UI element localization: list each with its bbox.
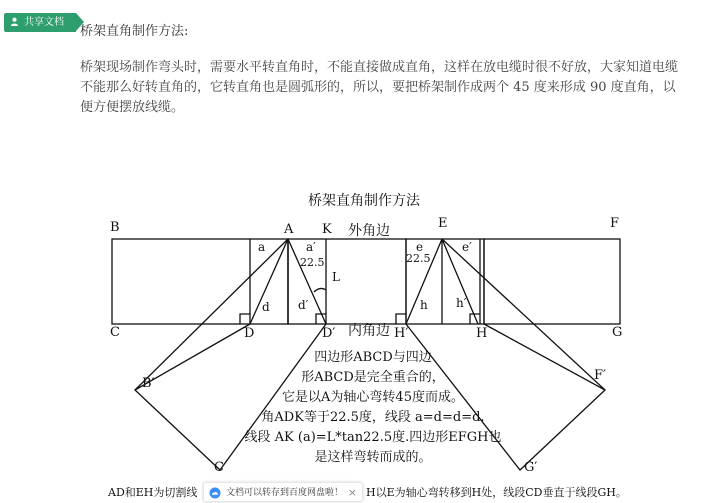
right-rect [484, 239, 620, 324]
point-H: H [476, 326, 488, 341]
segment-e-prime: e′ [462, 240, 472, 254]
point-A: A [284, 222, 294, 237]
explanation-line: 是这样弯转而成的。 [314, 450, 432, 465]
shared-doc-badge[interactable] [4, 13, 76, 32]
segment-a-prime: a′ [306, 240, 316, 254]
point-H-prime: H′ [394, 326, 409, 341]
diagram-figure [100, 180, 660, 503]
explanation-line: 形ABCD是完全重合的， [301, 370, 445, 385]
segment-e: e [416, 240, 424, 254]
figure-title: 桥架直角制作方法 [308, 193, 420, 209]
point-G-prime: G′ [524, 460, 538, 475]
angle-label-left: 22.5 [300, 256, 325, 269]
point-K: K [322, 222, 332, 237]
inner-angle-label: 内角边 [348, 323, 390, 339]
point-B: B [110, 220, 120, 235]
segment-d-prime: d′ [298, 298, 309, 312]
segment-a: a [258, 240, 266, 254]
segment-h-prime: h′ [456, 296, 467, 310]
cloud-icon [209, 487, 221, 499]
point-G: G [612, 325, 623, 340]
footer-note-left: AD和EH为切割线 [108, 486, 198, 499]
point-D-prime: D′ [322, 326, 336, 341]
toast-text: 文档可以转存到百度网盘啦！ [226, 488, 344, 498]
point-D: D [244, 326, 255, 341]
explanation-line: 它是以A为轴心弯转45度而成。 [282, 390, 464, 405]
point-L: L [332, 270, 340, 284]
explanation-line: 角ADK等于22.5度，线段 a=d=d=d. [261, 410, 485, 425]
point-E: E [438, 216, 448, 231]
explanation-line: 四边形ABCD与四边 [314, 350, 432, 365]
user-icon [10, 17, 19, 26]
badge-label: 共享文档 [24, 17, 64, 28]
explanation-text [228, 348, 518, 468]
outer-angle-label: 外角边 [348, 223, 390, 239]
point-B-prime: B′ [142, 376, 155, 391]
angle-label-right: 22.5 [406, 252, 431, 265]
point-F: F [610, 216, 620, 231]
close-icon[interactable]: × [347, 486, 357, 499]
doc-heading: 桥架直角制作方法: [80, 24, 189, 39]
explanation-line: 线段 AK (a)=L*tan22.5度.四边形EFGH也 [244, 430, 502, 445]
point-C-prime: C′ [214, 460, 227, 475]
save-to-netdisk-toast[interactable] [203, 482, 363, 502]
footer-note-right: H以E为轴心弯转移到H处，线段CD垂直于线段GH。 [366, 486, 627, 499]
doc-paragraph: 桥架现场制作弯头时，需要水平转直角时，不能直接做成直角，这样在放电缆时很不好放，大家知道电缆不能那么好转直角的，它转直角也是圆弧形的，所以，要把桥架制作成两个 45 度来形成 90 度直角，以便方便摆放线缆。 [80, 60, 679, 115]
segment-h: h [420, 298, 428, 312]
point-C: C [110, 325, 120, 340]
segment-d: d [262, 300, 270, 314]
point-F-prime: F′ [594, 368, 606, 383]
